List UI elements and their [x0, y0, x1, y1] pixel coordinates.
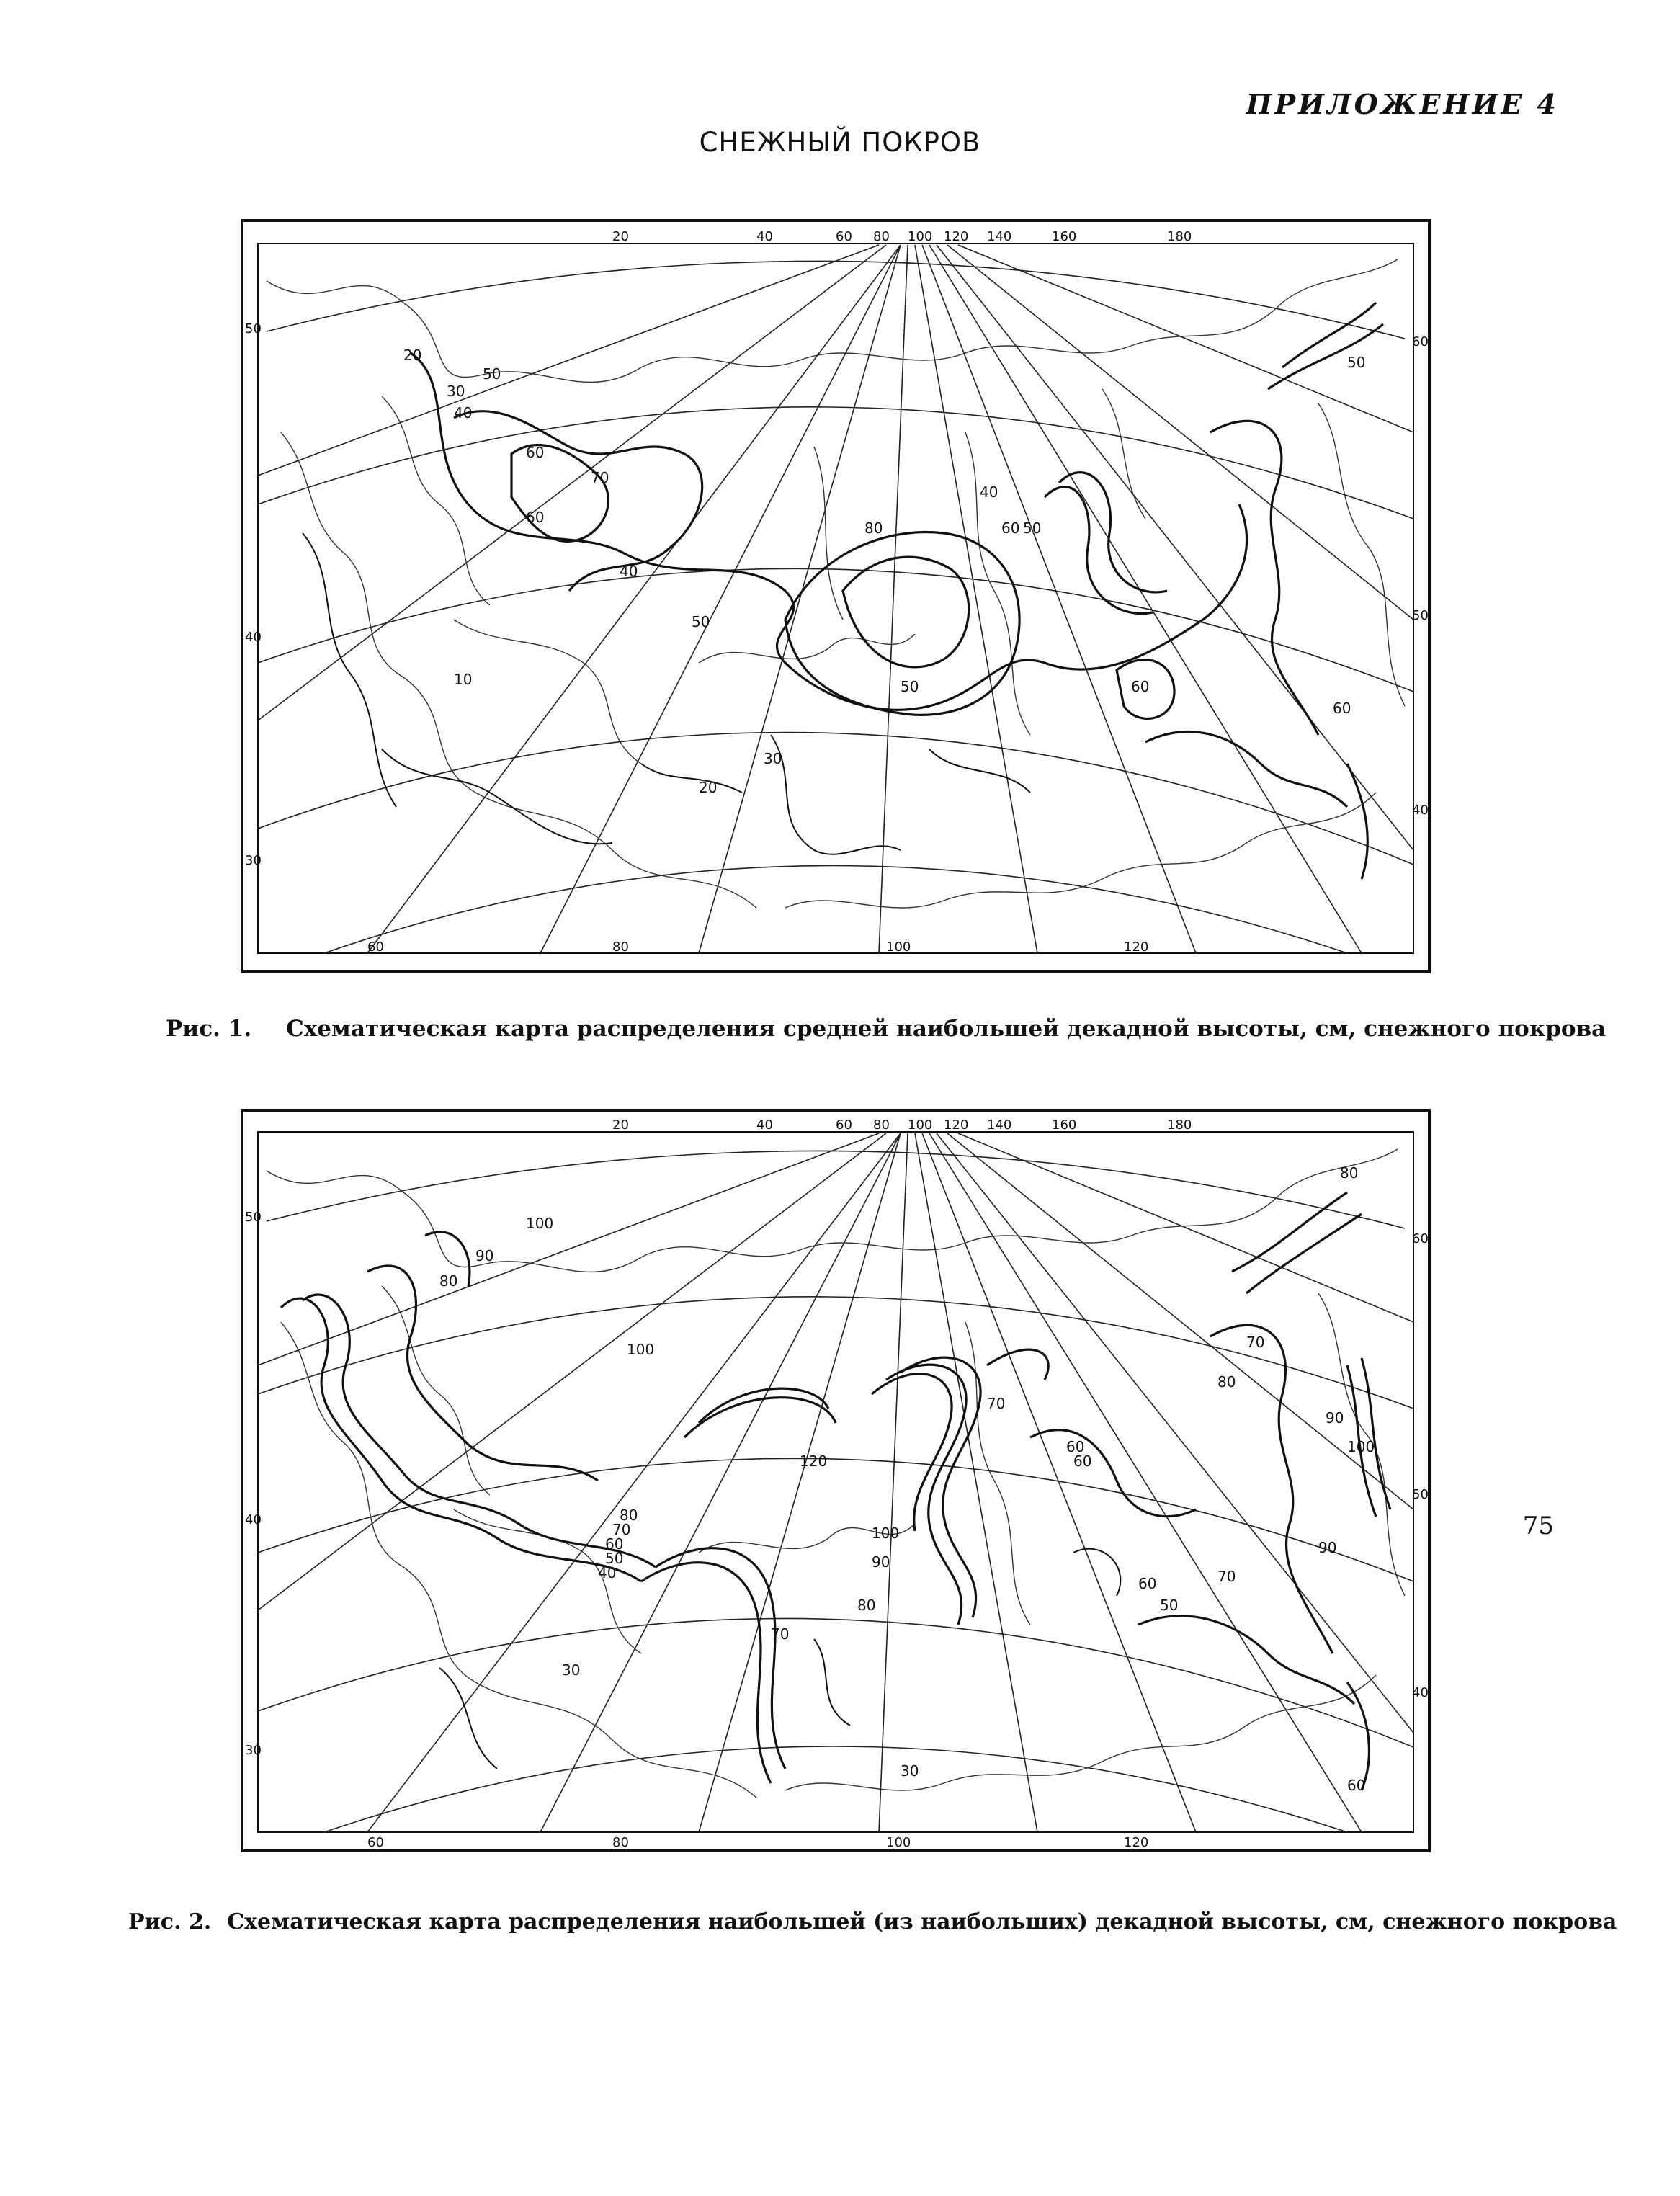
lat-label-right: 50 — [1412, 608, 1429, 623]
isoline-label: 50 — [483, 365, 501, 383]
isoline-label: 70 — [591, 469, 609, 486]
isoline-label: 50 — [692, 613, 710, 630]
lon-label-top: 160 — [1052, 1117, 1077, 1133]
figure-1-caption — [166, 1016, 1606, 1042]
isoline-label: 60 — [1066, 1438, 1085, 1455]
isoline-label: 80 — [1340, 1164, 1359, 1182]
isoline-label: 60 — [1347, 1777, 1366, 1794]
isoline-label: 60 — [1001, 519, 1020, 537]
lat-label-right: 40 — [1412, 1685, 1429, 1700]
lon-label-top: 40 — [756, 229, 773, 244]
lon-label-top: 80 — [873, 229, 890, 244]
page-title: СНЕЖНЫЙ ПОКРОВ — [699, 127, 981, 158]
isoline-label: 10 — [454, 671, 473, 688]
lon-label-top: 180 — [1167, 1117, 1192, 1133]
isoline-label: 90 — [872, 1553, 890, 1571]
isoline-label: 100 — [526, 1215, 554, 1232]
figure-2-number: Рис. 2. — [128, 1909, 212, 1934]
isoline-label: 60 — [1131, 678, 1150, 695]
isoline-label: 50 — [1023, 519, 1042, 537]
lon-label-top: 20 — [612, 1117, 629, 1133]
isoline-label: 40 — [454, 404, 473, 421]
lon-label-bottom: 80 — [612, 939, 629, 955]
figure-1-number: Рис. 1. — [166, 1016, 252, 1042]
isoline-label: 90 — [1326, 1409, 1344, 1427]
lon-label-top: 120 — [944, 1117, 969, 1133]
lon-label-bottom: 100 — [886, 939, 911, 955]
isoline-label: 70 — [1217, 1568, 1236, 1585]
lon-label-top: 20 — [612, 229, 629, 244]
lon-label-top: 40 — [756, 1117, 773, 1133]
lon-label-top: 60 — [836, 1117, 852, 1133]
figure-1-caption-text: Схематическая карта распределения средней наибольшей декадной высоты, см, снежного покрова — [286, 1016, 1607, 1042]
lat-label-left: 40 — [245, 630, 262, 645]
isoline-label: 40 — [980, 483, 998, 501]
isoline-label: 40 — [598, 1564, 617, 1581]
lat-label-left: 40 — [245, 1512, 262, 1527]
lon-label-bottom: 120 — [1124, 939, 1149, 955]
isoline-label: 100 — [627, 1341, 655, 1358]
isoline-label: 30 — [562, 1661, 581, 1679]
isoline-label: 50 — [1347, 354, 1366, 371]
isoline-label: 60 — [1333, 700, 1351, 717]
isoline-label: 60 — [605, 1535, 624, 1553]
lat-label-left: 30 — [245, 1743, 262, 1758]
figure-2-map — [238, 1106, 1434, 1855]
appendix-label: ПРИЛОЖЕНИЕ 4 — [1246, 88, 1559, 120]
lon-label-top: 160 — [1052, 229, 1077, 244]
lon-label-top: 140 — [987, 1117, 1012, 1133]
lat-label-right: 50 — [1412, 1487, 1429, 1502]
lon-label-bottom: 60 — [367, 1835, 384, 1850]
isoline-label: 100 — [872, 1525, 900, 1542]
isoline-label: 60 — [526, 444, 545, 461]
lon-label-top: 180 — [1167, 229, 1192, 244]
figure-2-caption-text: Схематическая карта распределения наибольшей (из наибольших) декадной высоты, см, снежного покрова — [227, 1909, 1617, 1934]
isoline-label: 50 — [605, 1550, 624, 1567]
lat-label-right: 40 — [1412, 803, 1429, 818]
lon-label-top: 120 — [944, 229, 969, 244]
isoline-label: 30 — [447, 383, 465, 400]
lon-label-bottom: 100 — [886, 1835, 911, 1850]
lon-label-top: 140 — [987, 229, 1012, 244]
isoline-label: 100 — [1347, 1438, 1375, 1455]
isoline-label: 80 — [620, 1507, 638, 1524]
lon-label-top: 60 — [836, 229, 852, 244]
lon-label-top: 100 — [908, 229, 933, 244]
isoline-label: 50 — [901, 678, 919, 695]
lat-label-left: 30 — [245, 853, 262, 868]
isoline-label: 40 — [620, 563, 638, 580]
isoline-label: 50 — [1160, 1597, 1179, 1614]
isoline-label: 80 — [864, 519, 883, 537]
isoline-label: 20 — [403, 347, 422, 364]
isoline-label: 80 — [857, 1597, 876, 1614]
lon-label-bottom: 120 — [1124, 1835, 1149, 1850]
isoline-label: 70 — [612, 1521, 631, 1538]
isoline-label: 30 — [901, 1762, 919, 1780]
isoline-label: 80 — [439, 1272, 458, 1290]
lon-label-top: 80 — [873, 1117, 890, 1133]
lat-label-right: 60 — [1412, 334, 1429, 349]
figure-2-caption — [128, 1909, 1617, 1934]
isoline-label: 60 — [1073, 1452, 1092, 1470]
isoline-label: 90 — [475, 1247, 494, 1264]
lon-label-bottom: 60 — [367, 939, 384, 955]
isoline-label: 60 — [1138, 1575, 1157, 1592]
isoline-label: 20 — [699, 779, 718, 796]
snow-depth-map-2 — [238, 1106, 1434, 1855]
lat-label-right: 60 — [1412, 1231, 1429, 1246]
figure-1-map — [238, 216, 1434, 976]
snow-depth-map-1 — [238, 216, 1434, 976]
isoline-label: 80 — [1217, 1373, 1236, 1391]
isoline-label: 70 — [771, 1625, 790, 1643]
lon-label-bottom: 80 — [612, 1835, 629, 1850]
isoline-label: 70 — [1246, 1334, 1265, 1351]
lat-label-left: 50 — [245, 321, 262, 336]
lon-label-top: 100 — [908, 1117, 933, 1133]
isoline-label: 60 — [526, 509, 545, 526]
isoline-label: 30 — [764, 750, 782, 767]
isoline-label: 70 — [987, 1395, 1006, 1412]
page-number: 75 — [1522, 1512, 1554, 1540]
isoline-label: 90 — [1318, 1539, 1337, 1556]
isoline-label: 120 — [800, 1452, 828, 1470]
lat-label-left: 50 — [245, 1210, 262, 1225]
